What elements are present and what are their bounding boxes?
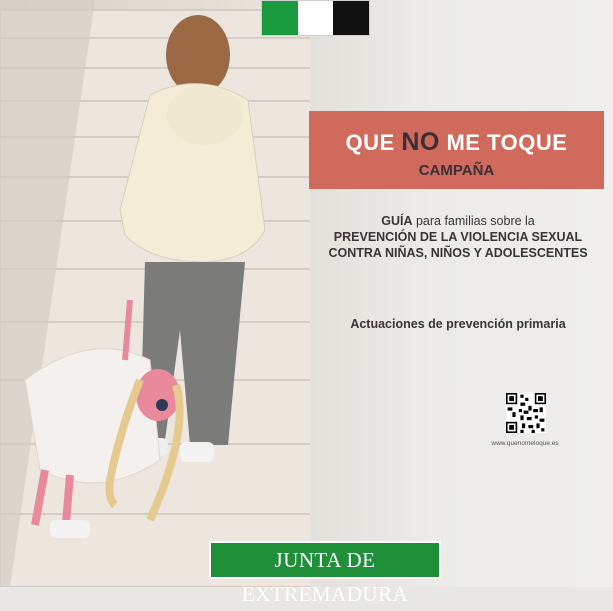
guide-line-2: PREVENCIÓN DE LA VIOLENCIA SEXUAL <box>333 230 583 244</box>
primary-actions-heading: Actuaciones de prevención primaria <box>350 317 566 331</box>
guide-line-1 <box>313 213 603 229</box>
extremadura-flag-icon <box>261 0 370 36</box>
campaign-title-no: NO <box>401 128 440 156</box>
guide-line1-rest: para familias sobre la <box>412 214 535 228</box>
flag-stripe-white <box>298 1 334 35</box>
qr-code-icon[interactable] <box>506 393 546 433</box>
flag-stripe-black <box>333 1 369 35</box>
campaign-title <box>309 128 604 157</box>
junta-de-extremadura-logo: JUNTA DE EXTREMADURA <box>209 541 441 579</box>
campaign-subtitle: CAMPAÑA <box>418 162 495 179</box>
guide-line-3: CONTRA NIÑAS, NIÑOS Y ADOLESCENTES <box>328 246 588 260</box>
flag-stripe-green <box>262 1 298 35</box>
campaign-title-suffix: ME TOQUE <box>446 130 568 155</box>
campaign-title-prefix: QUE <box>345 130 395 155</box>
guide-description <box>313 213 603 261</box>
qr-url-text[interactable]: www.quenomeloque.es <box>491 440 559 447</box>
wall-background <box>310 0 613 587</box>
guide-lead: GUÍA <box>381 214 413 228</box>
campaign-banner <box>309 111 604 189</box>
